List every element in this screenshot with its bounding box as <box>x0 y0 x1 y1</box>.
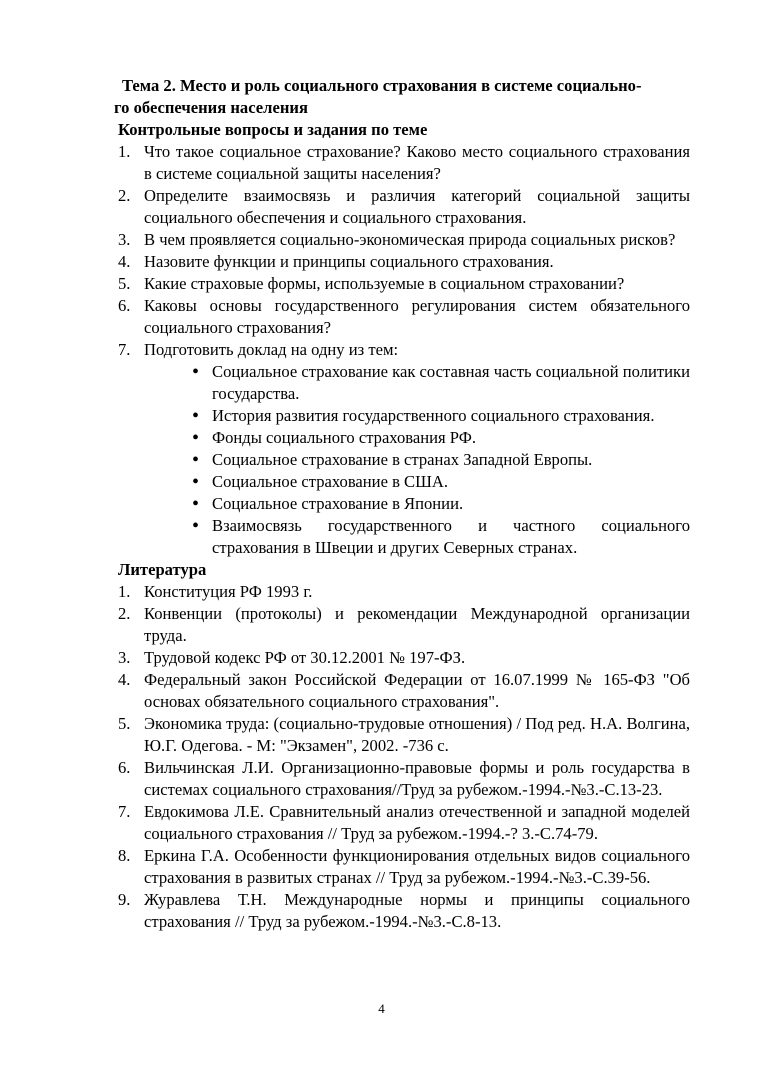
topic-bullet-item: • Фонды социального страхования РФ. <box>190 427 690 449</box>
topic-title-line2: го обеспечения населения <box>114 98 308 117</box>
list-item: 1. Что такое социальное страхование? Каково место социального страхования в системе социальной защиты населения? <box>118 142 690 183</box>
page-content <box>114 75 690 933</box>
topic-bullet-item: • История развития государственного социального страхования. <box>190 405 690 427</box>
list-item: 5. Экономика труда: (социально-трудовые отношения) / Под ред. Н.А. Волгина, Ю.Г. Одегова. - М: "Экзамен", 2002. -736 с. <box>118 714 690 755</box>
questions-heading: Контрольные вопросы и задания по теме <box>118 120 428 139</box>
list-item: 8. Еркина Г.А. Особенности функционирования отдельных видов социального страхования в развитых странах // Труд за рубежом.-1994.-№3.-С.39-56. <box>118 846 690 887</box>
list-item: 5. Какие страховые формы, используемые в социальном страховании? <box>118 274 625 293</box>
topic-title-line1: Тема 2. Место и роль социального страхования в системе социально- <box>122 76 642 95</box>
topic-bullet-item: • Взаимосвязь государственного и частного социального страхования в Швеции и других Северных странах. <box>190 515 690 559</box>
literature-heading: Литература <box>118 560 207 579</box>
list-item: 6. Каковы основы государственного регулирования систем обязательного социального страхования? <box>118 296 690 337</box>
list-item: 2. Конвенции (протоколы) и рекомендации Международной организации труда. <box>118 604 690 645</box>
list-item: 4. Федеральный закон Российской Федерации от 16.07.1999 № 165-ФЗ "Об основах обязательного социального страхования". <box>118 670 690 711</box>
topic-bullet-item: • Социальное страхование в Японии. <box>190 493 690 515</box>
topic-bullet-item: • Социальное страхование в странах Западной Европы. <box>190 449 690 471</box>
report-topics-list <box>144 361 690 559</box>
literature-list <box>118 581 690 933</box>
questions-list <box>118 141 690 559</box>
list-item: 6. Вильчинская Л.И. Организационно-правовые формы и роль государства в системах социального страхования//Труд за рубежом.-1994.-№3.-С.13-23. <box>118 758 690 799</box>
list-item: 7. Подготовить доклад на одну из тем: • Социальное страхование как составная часть социальной политики государства. • История развития государственного социального страхования. • Фонды социального страхования РФ. • Социальное страхование в странах Западной Европы. • Социальное страхование в США. • Социальное страхование в Японии. • Взаимосвязь государственного и частного социального страхования в Швеции и других Северных странах. <box>118 339 690 559</box>
list-item: 4. Назовите функции и принципы социального страхования. <box>118 252 554 271</box>
list-item: 3. Трудовой кодекс РФ от 30.12.2001 № 197-ФЗ. <box>118 648 466 667</box>
list-item: 9. Журавлева Т.Н. Международные нормы и принципы социального страхования // Труд за рубежом.-1994.-№3.-С.8-13. <box>118 890 690 931</box>
topic-bullet-item: • Социальное страхование как составная часть социальной политики государства. <box>190 361 690 405</box>
list-item: 3. В чем проявляется социально-экономическая природа социальных рисков? <box>118 230 676 249</box>
list-item: 7. Евдокимова Л.Е. Сравнительный анализ отечественной и западной моделей социального страхования // Труд за рубежом.-1994.-? 3.-С.74-79. <box>118 802 690 843</box>
page-number: 4 <box>378 1001 385 1016</box>
list-item: 1. Конституция РФ 1993 г. <box>118 582 313 601</box>
list-item: 2. Определите взаимосвязь и различия категорий социальной защиты социального обеспечения и социального страхования. <box>118 186 690 227</box>
topic-bullet-item: • Социальное страхование в США. <box>190 471 690 493</box>
topic-title <box>114 75 690 119</box>
